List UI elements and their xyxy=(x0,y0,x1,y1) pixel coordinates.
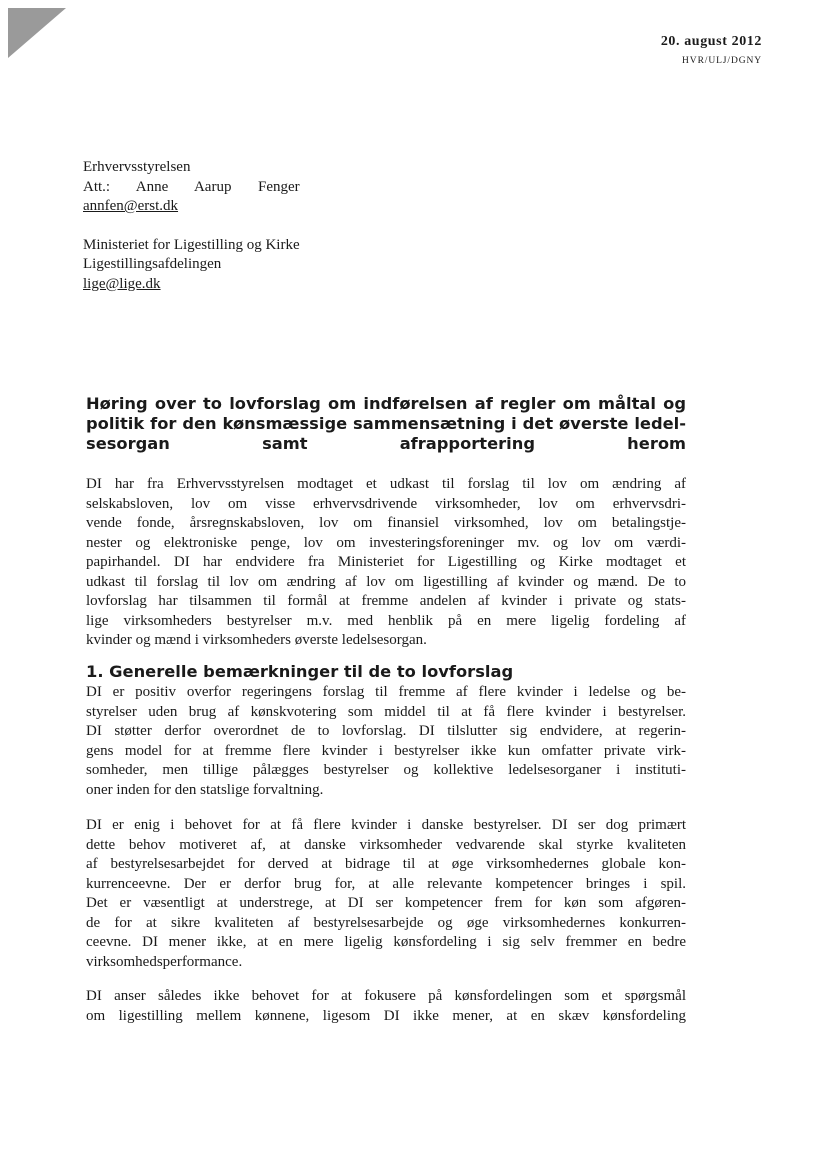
recipient-erhvervsstyrelsen xyxy=(83,158,300,217)
subject-line: Høring over to lovforslag om indførelsen af regler om måltal og xyxy=(86,394,686,413)
text-line: kvinder og mænd i virksomheders øverste ledelsesorgan. xyxy=(86,632,427,648)
section-1-paragraph xyxy=(86,987,686,1026)
corner-fold-mark xyxy=(8,8,66,58)
recipient-ministeriet xyxy=(83,236,300,295)
text-line: lovforslag har tilsammen til formål at fremme andelen af kvinder i private og stats- xyxy=(86,593,686,609)
intro-paragraph xyxy=(86,475,686,651)
text-line: oner inden for den statslige forvaltning. xyxy=(86,781,324,798)
recipient-line: Att.: Anne Aarup Fenger xyxy=(83,178,300,195)
recipient-line: Ligestillingsafdelingen xyxy=(83,256,222,272)
text-line: om ligestilling mellem kønnene, ligesom DI ikke mener, at en skæv kønsfordeling xyxy=(86,1007,686,1024)
section-1-paragraph xyxy=(86,683,686,800)
text-line: styrelser uden brug af kønskvotering som middel til at få flere kvinder i bestyrelser. xyxy=(86,703,686,720)
text-line: somheder, men tillige pålægges bestyrelser og kollektive ledelsesorganer i instituti- xyxy=(86,762,686,778)
text-line: DI er enig i behovet for at få flere kvinder i danske bestyrelser. DI ser dog primært xyxy=(86,817,686,833)
text-line: papirhandel. DI har endvidere fra Ministeriet for Ligestilling og Kirke modtaget et xyxy=(86,554,686,570)
text-line: de for at sikre kvaliteten af bestyrelsesarbejde og øge virksomhedernes konkurren- xyxy=(86,914,686,931)
recipients-block xyxy=(83,158,300,294)
text-line: virksomhedsperformance. xyxy=(86,953,243,970)
text-line: DI er positiv overfor regeringens forslag til fremme af flere kvinder i ledelse og be- xyxy=(86,684,686,700)
subject-line: sesorgan samt afrapportering herom xyxy=(86,434,686,453)
recipient-line: Erhvervsstyrelsen xyxy=(83,159,191,175)
recipient-email-link[interactable]: lige@lige.dk xyxy=(83,275,161,292)
text-line: DI støtter derfor overordnet de to lovforslag. DI tilslutter sig endvidere, at regerin- xyxy=(86,723,686,739)
text-line: nester og elektroniske penge, lov om investeringsforeninger mv. og lov om værdi- xyxy=(86,534,686,551)
recipient-line: Ministeriet for Ligestilling og Kirke xyxy=(83,236,300,253)
reference-initials: HVR/ULJ/DGNY xyxy=(682,56,762,66)
text-line: DI har fra Erhvervsstyrelsen modtaget et udkast til forslag til lov om ændring af xyxy=(86,476,686,492)
text-line: lige virksomheders bestyrelser m.v. med henblik på en mere ligelig fordeling af xyxy=(86,612,686,629)
section-1-heading: 1. Generelle bemærkninger til de to lovforslag xyxy=(86,662,514,681)
recipient-email-link[interactable]: annfen@erst.dk xyxy=(83,198,179,214)
text-line: vende fonde, årsregnskabsloven, lov om finansiel virksomhed, lov om betalingstje- xyxy=(86,515,686,531)
text-line: DI anser således ikke behovet for at fokusere på kønsfordelingen som et spørgsmål xyxy=(86,988,686,1004)
text-line: selskabsloven, lov om visse erhvervsdrivende virksomheder, lov om erhvervsdri- xyxy=(86,495,686,512)
subject-heading xyxy=(86,394,686,454)
text-line: ceevne. DI mener ikke, at en mere ligelig kønsfordeling i sig selv fremmer en bedre xyxy=(86,934,686,950)
text-line: kurrenceevne. Der er derfor brug for, at alle relevante kompetencer bringes i spil. xyxy=(86,875,686,892)
text-line: dette behov motiveret af, at danske virksomheder vedvarende skal styrke kvaliteten xyxy=(86,836,686,853)
subject-line: politik for den kønsmæssige sammensætning i det øverste ledel- xyxy=(86,414,686,433)
text-line: udkast til forslag til lov om ændring af lov om ligestilling af kvinder og mænd. De to xyxy=(86,573,686,590)
letter-date: 20. august 2012 xyxy=(660,34,762,49)
text-line: af bestyrelsesarbejdet for derved at bidrage til at øge virksomhedernes globale kon- xyxy=(86,856,686,872)
text-line: Det er væsentligt at understrege, at DI ser kompetencer frem for køn som afgøren- xyxy=(86,895,686,911)
section-1-paragraph xyxy=(86,816,686,972)
text-line: gens model for at fremme flere kvinder i bestyrelser ikke kun omfatter private virk- xyxy=(86,742,686,759)
